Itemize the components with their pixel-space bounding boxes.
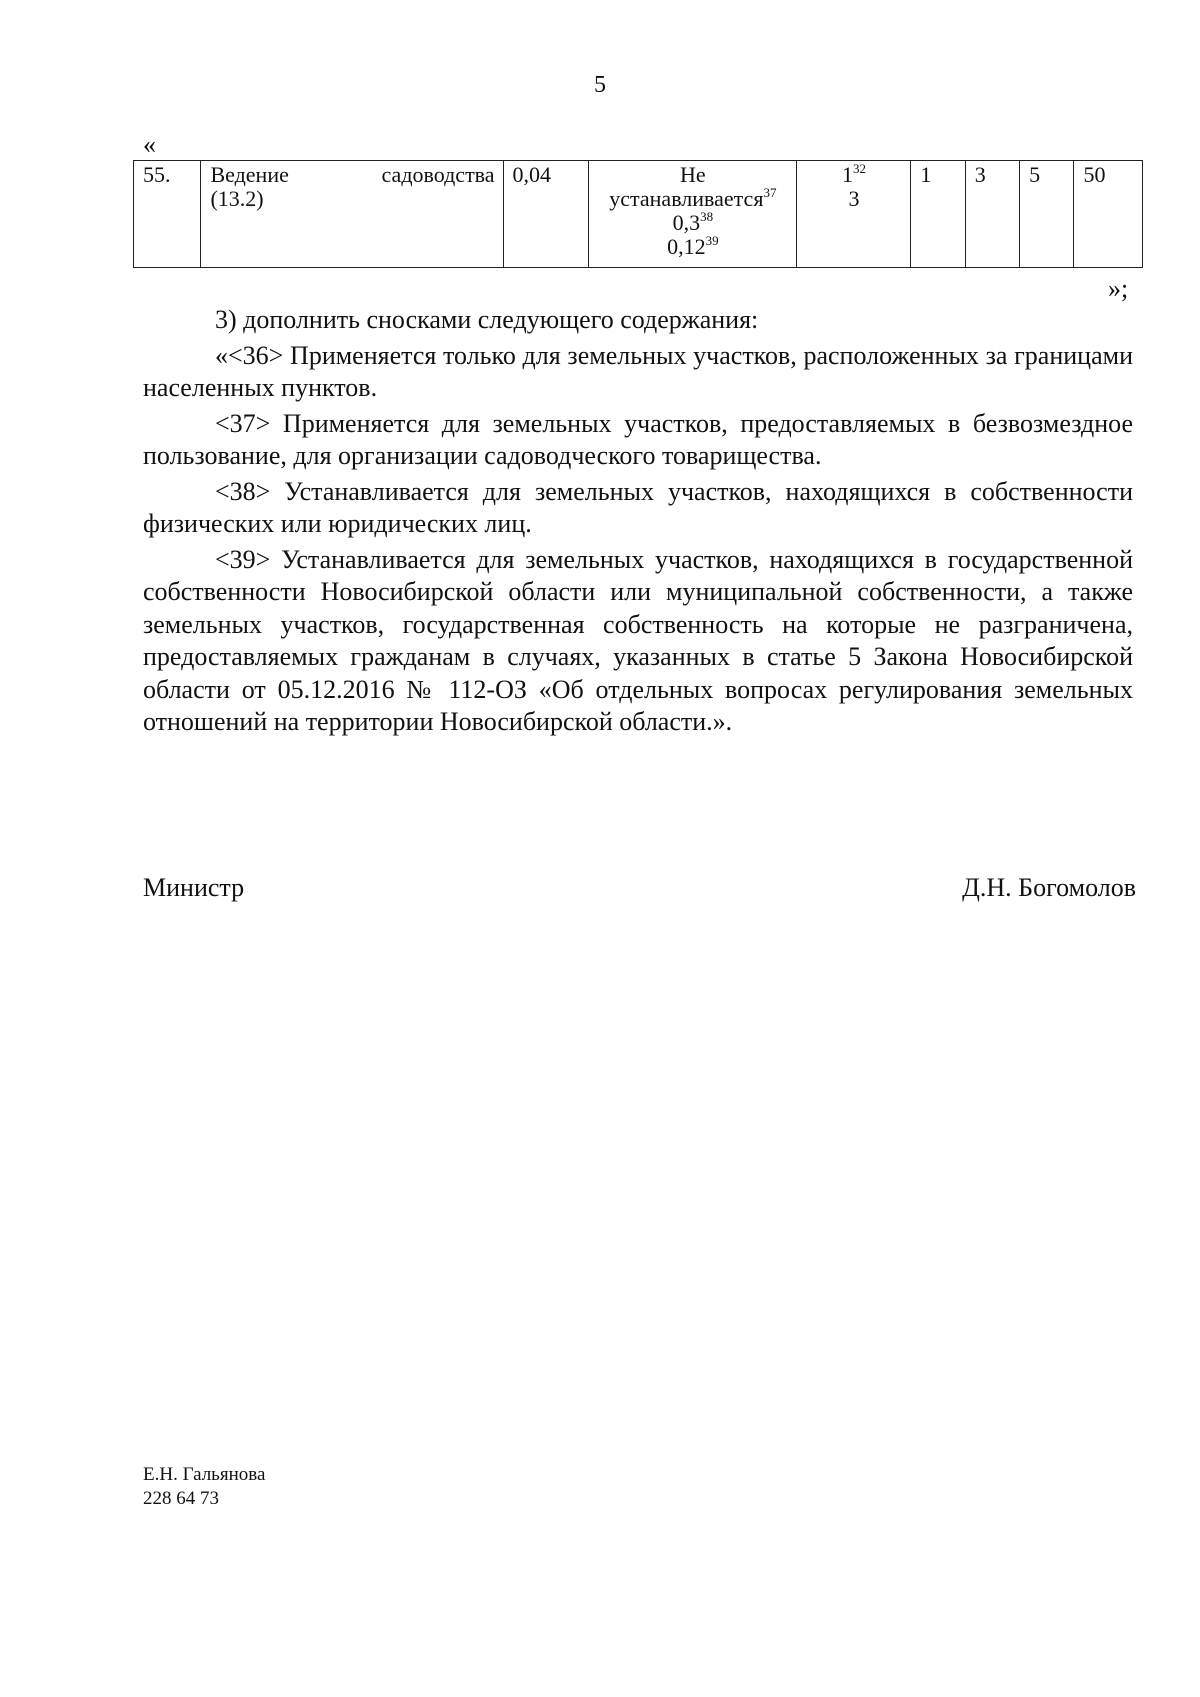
footnote-ref: 38	[700, 209, 714, 224]
land-use-code: (13.2)	[210, 186, 264, 211]
footnote-37: <37> Применяется для земельных участков, предоставляемых в безвозмездное пользование, для организации садоводческого товарищества.	[143, 408, 1133, 470]
land-use-name-word-2: садоводства	[381, 162, 495, 187]
floors-cell	[796, 161, 911, 268]
land-use-table	[133, 160, 1143, 268]
executor-phone: 228 64 73	[143, 1488, 219, 1509]
max-area-line: 0,12$^{39}$	[667, 233, 719, 259]
footnote-38: <38> Устанавливается для земельных участков, находящихся в собственности физических или юридических лиц.	[143, 476, 1133, 538]
land-use-name-word-1: Ведение	[210, 162, 289, 187]
floors-line: $1^{32}$	[841, 161, 866, 187]
row-number-cell: 55.	[134, 161, 201, 268]
value-cell-c: 5	[1020, 161, 1074, 268]
page-number: 5	[594, 72, 606, 98]
min-area-cell: 0,04	[503, 161, 589, 268]
footnote-ref: 32	[852, 161, 866, 176]
signatory-title: Министр	[143, 873, 245, 902]
value-cell-d: 50	[1074, 161, 1143, 268]
land-use-name-cell	[201, 161, 503, 268]
max-area-line: устанавливается$^{37}$	[609, 185, 777, 211]
value-cell-b: 3	[965, 161, 1019, 268]
closing-quote-mark: »;	[1108, 274, 1129, 303]
footnote-ref: 37	[763, 185, 777, 200]
amendment-paragraph: 3) дополнить сносками следующего содержания:	[215, 305, 759, 334]
footnote-36: «<36> Применяется только для земельных участков, расположенных за границами населенных пунктов.	[143, 340, 1133, 402]
footnote-ref: 39	[705, 233, 719, 248]
footnote-39: <39> Устанавливается для земельных участков, находящихся в государственной собственности Новосибирской области или муниципальной собственности, а также земельных участков, государственная собственность на которые не разграничена, предоставляемых гражданам в случаях, указанных в статье 5 Закона Новосибирской области от 05.12.2016 № 112-ОЗ «Об отдельных вопросах регулирования земельных отношений на территории Новосибирской области.».	[143, 544, 1133, 736]
signatory-name: Д.Н. Богомолов	[962, 873, 1136, 902]
floors-line: 3	[848, 186, 860, 211]
footnotes-section	[143, 304, 1133, 742]
max-area-cell	[589, 161, 796, 268]
table-row	[134, 161, 1143, 268]
executor-info	[143, 1463, 265, 1511]
max-area-line: $0,3^{38}$	[672, 209, 714, 235]
executor-name: Е.Н. Гальянова	[143, 1464, 266, 1485]
max-area-line: Не	[680, 162, 706, 187]
value-cell-a: 1	[911, 161, 965, 268]
opening-quote-mark: «	[143, 130, 156, 159]
